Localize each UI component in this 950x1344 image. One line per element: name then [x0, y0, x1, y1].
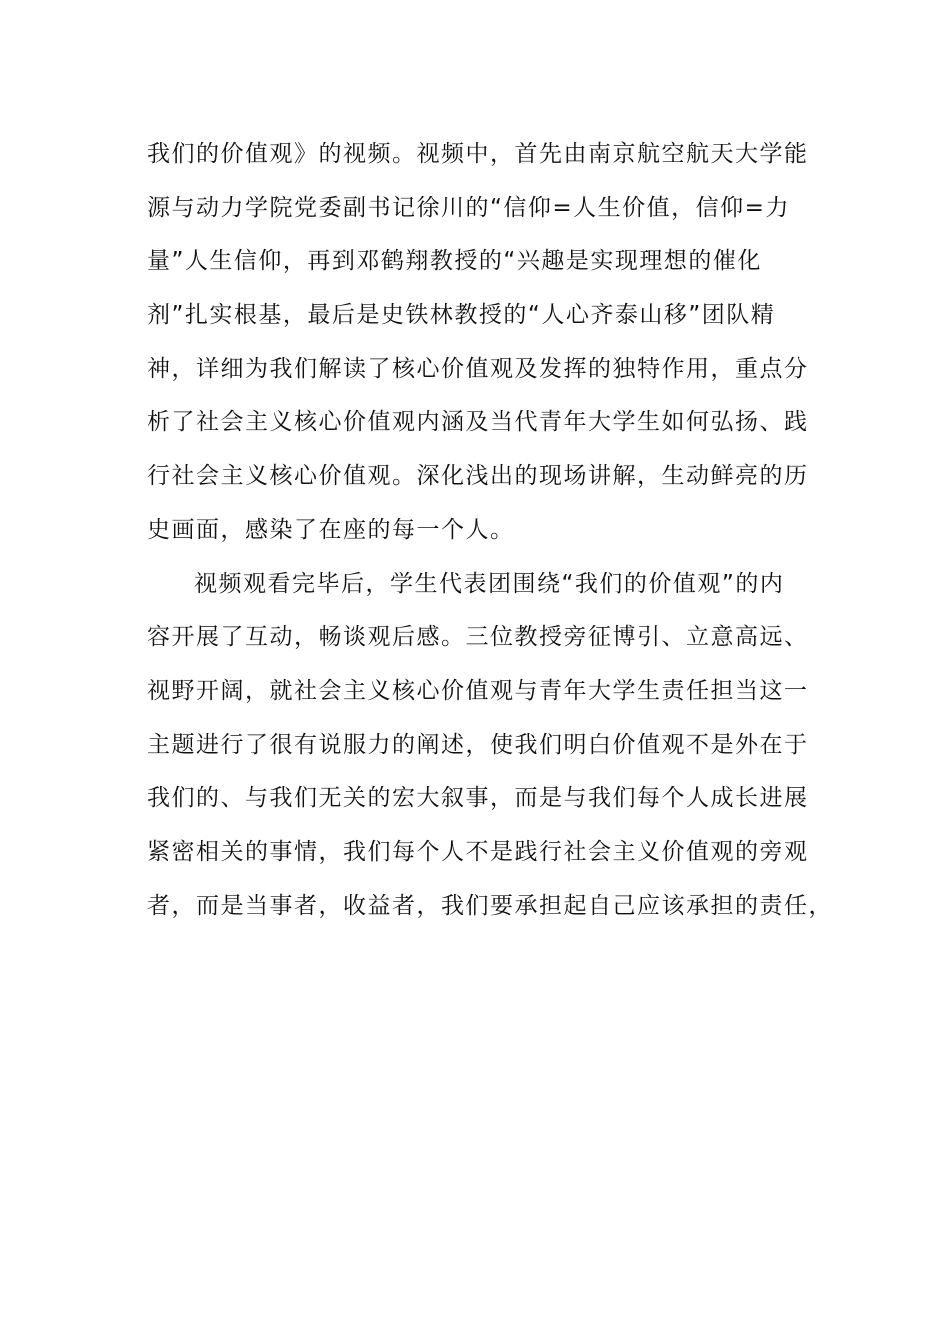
text-line: 视野开阔，就社会主义核心价值观与青年大学生责任担当这一: [147, 677, 809, 704]
paragraph-start-line: 视频观看完毕后，学生代表团围绕“我们的价值观”的内: [194, 570, 785, 597]
text-line: 我们的、与我们无关的宏大叙事，而是与我们每个人成长进展: [147, 785, 809, 812]
text-line: 剂”扎实根基，最后是史铁林教授的“人心齐泰山移”团队精: [147, 302, 776, 329]
text-line: 量”人生信仰，再到邓鹤翔教授的“兴趣是实现理想的催化: [147, 248, 762, 275]
text-line: 史画面，感染了在座的每一个人。: [147, 516, 515, 543]
text-line: 者，而是当事者，收益者，我们要承担起自己应该承担的责任，: [147, 892, 833, 919]
text-line: 源与动力学院党委副书记徐川的“信仰=人生价值，信仰=力: [147, 194, 790, 221]
text-line: 行社会主义核心价值观。深化浅出的现场讲解，生动鲜亮的历: [147, 463, 809, 490]
text-line: 析了社会主义核心价值观内涵及当代青年大学生如何弘扬、践: [147, 409, 809, 436]
text-line: 我们的价值观》的视频。视频中，首先由南京航空航天大学能: [147, 141, 809, 167]
text-line: 紧密相关的事情，我们每个人不是践行社会主义价值观的旁观: [147, 838, 809, 865]
document-body: [147, 128, 833, 933]
text-line: 神，详细为我们解读了核心价值观及发挥的独特作用，重点分: [147, 355, 809, 382]
text-line: 容开展了互动，畅谈观后感。三位教授旁征博引、立意高远、: [147, 624, 809, 651]
text-line: 主题进行了很有说服力的阐述，使我们明白价值观不是外在于: [147, 731, 809, 758]
